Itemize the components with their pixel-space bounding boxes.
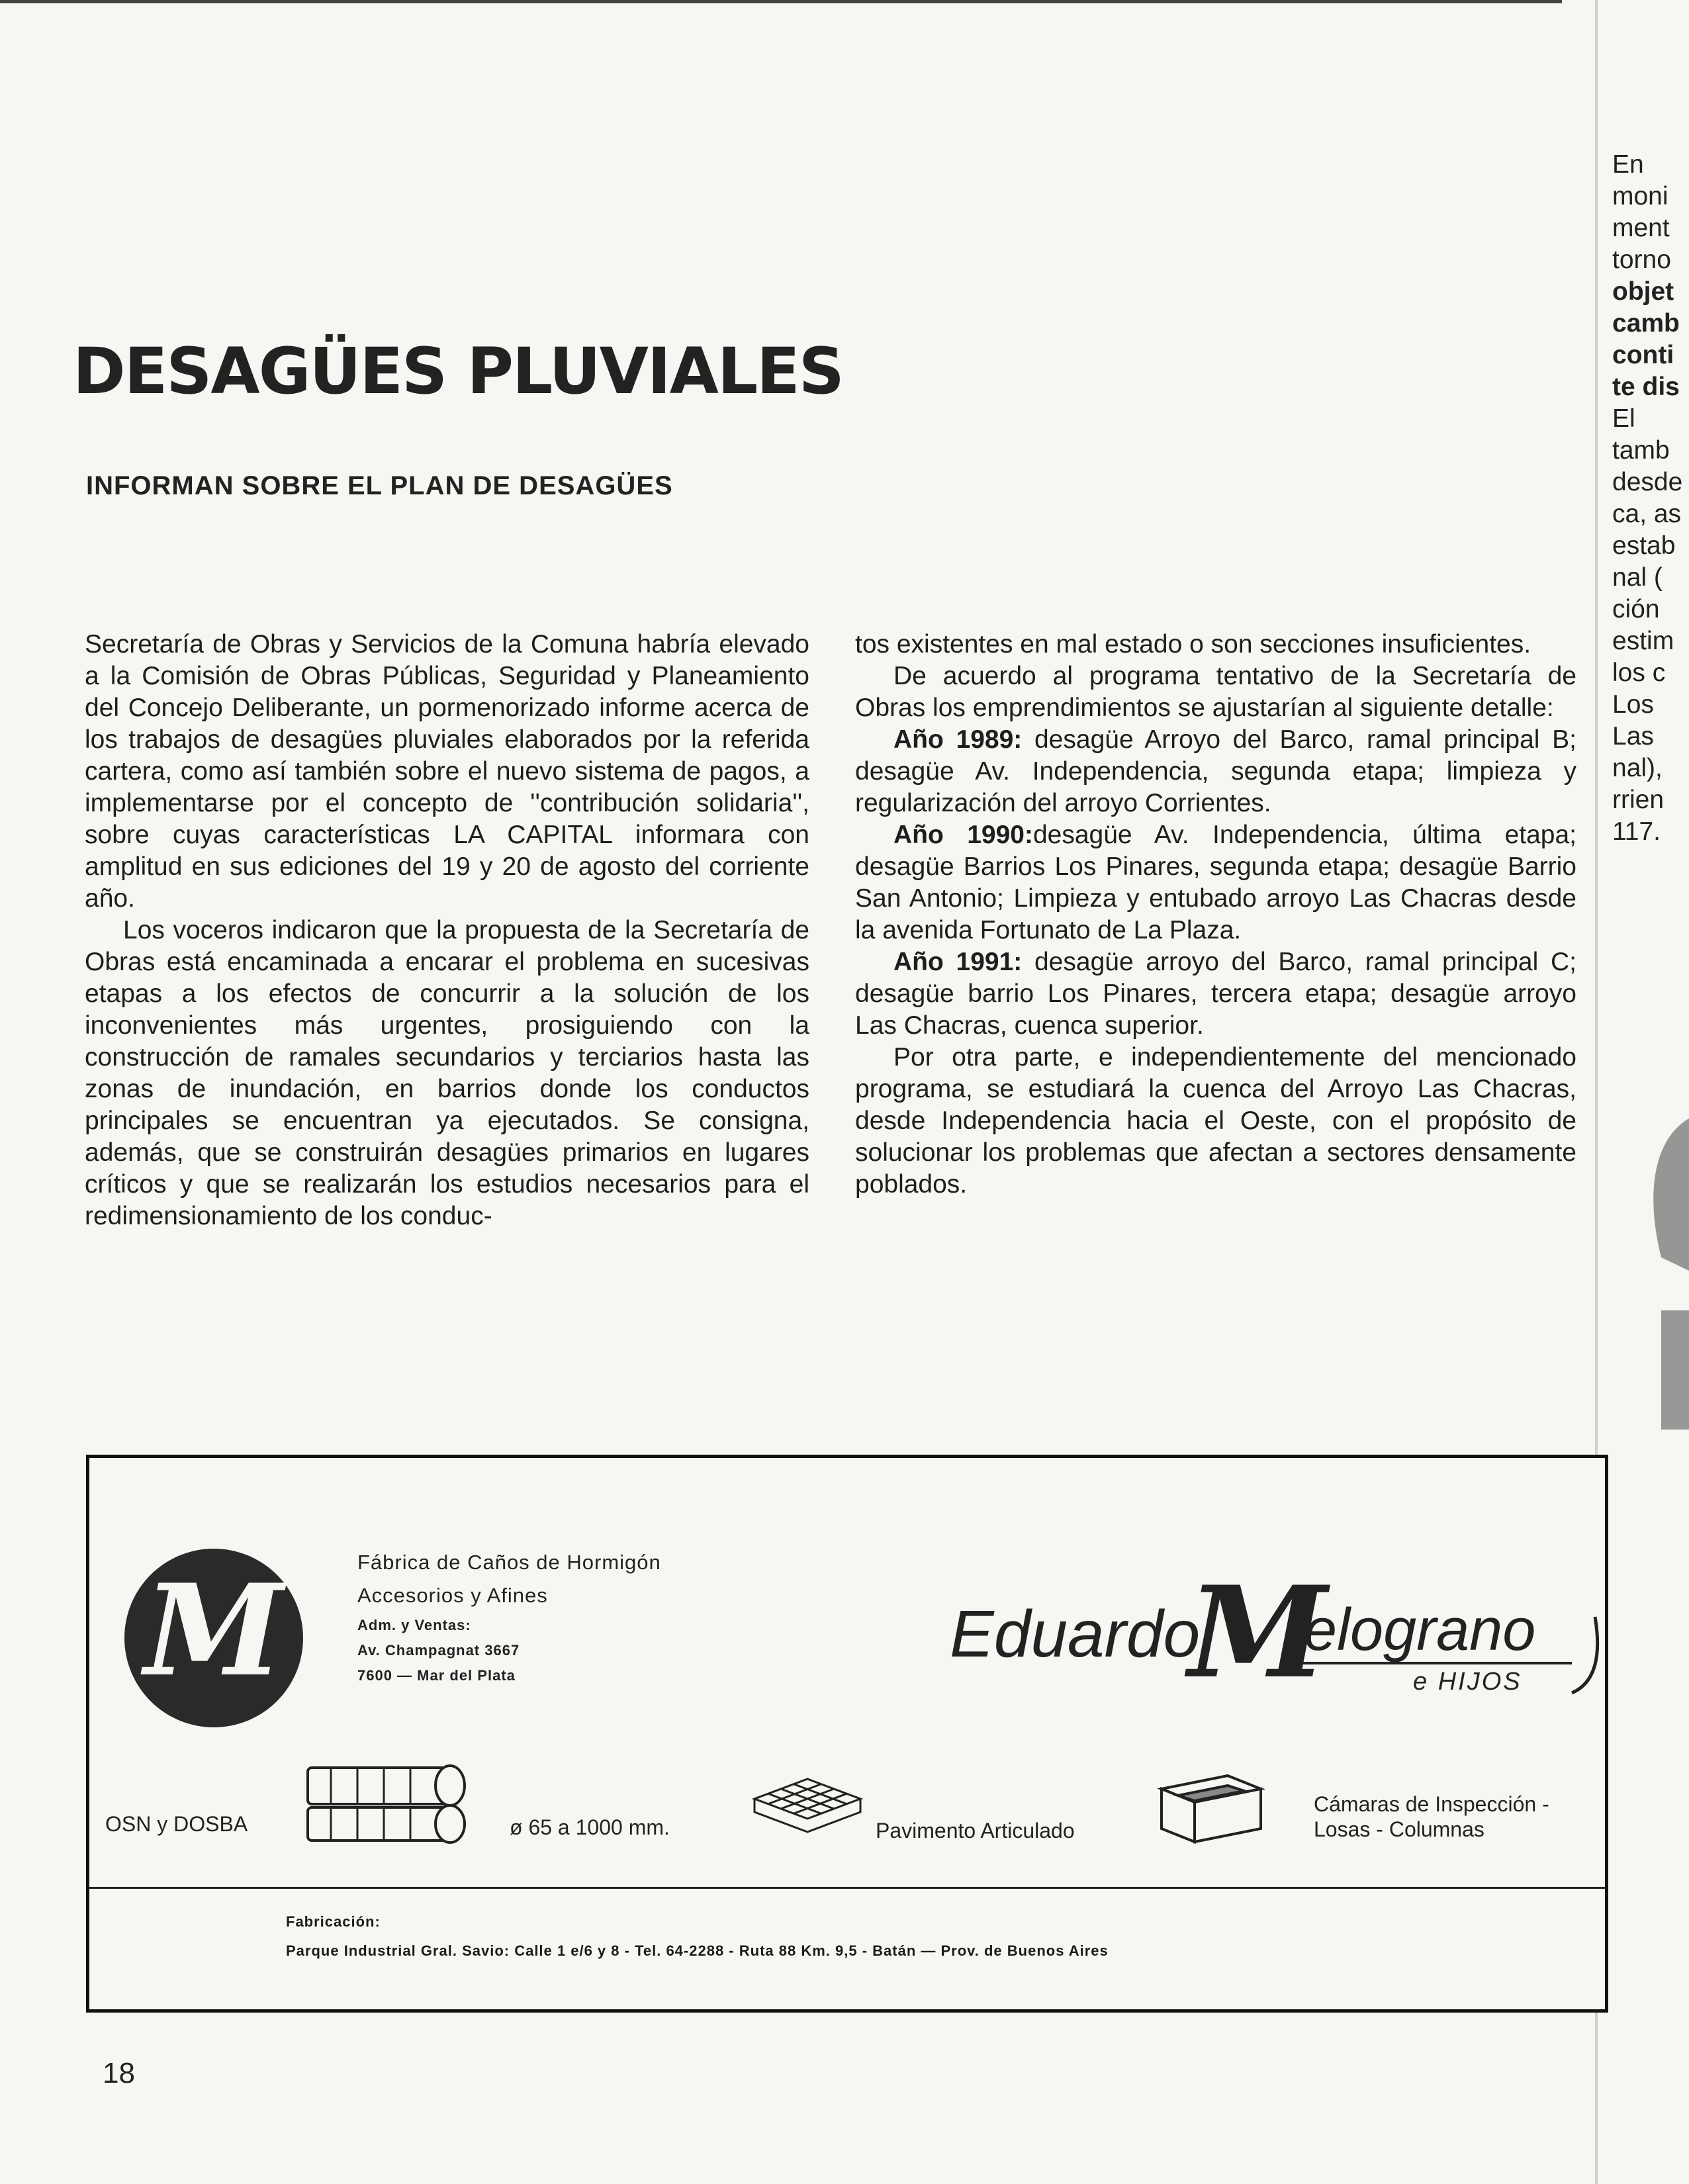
- company-line: Accesorios y Afines: [357, 1584, 548, 1607]
- subheadline: INFORMAN SOBRE EL PLAN DE DESAGÜES: [86, 471, 673, 500]
- photo-fragment: [1641, 1112, 1689, 1482]
- margin-fragment: ción: [1612, 595, 1660, 623]
- margin-fragment: los c: [1612, 659, 1666, 687]
- article-column-right: [855, 629, 1576, 1201]
- margin-fragment: moni: [1612, 182, 1668, 210]
- sales-line: 7600 — Mar del Plata: [357, 1667, 516, 1684]
- plan-item-1991: [855, 946, 1576, 1042]
- pavimento-label: Pavimento Articulado: [876, 1819, 1075, 1843]
- margin-fragment: objet: [1612, 277, 1674, 306]
- company-line: Fábrica de Caños de Hormigón: [357, 1551, 661, 1574]
- brand-initial: M: [1188, 1577, 1328, 1703]
- next-page-margin-text: [1612, 149, 1689, 848]
- paragraph: De acuerdo al programa tentativo de la Secretaría de Obras los emprendimientos se ajustarían al siguiente detalle:: [855, 662, 1576, 722]
- ad-divider: [89, 1887, 1605, 1889]
- brand-suffix: e HIJOS: [1413, 1668, 1522, 1696]
- margin-fragment: En: [1612, 150, 1644, 179]
- logo-letter: M: [144, 1557, 284, 1704]
- top-rule: [0, 0, 1562, 3]
- margin-fragment: estim: [1612, 627, 1674, 655]
- article-column-left: [85, 629, 809, 1232]
- plan-text: desagüe arroyo del Barco, ramal principal C; desagüe barrio Los Pinares, tercera etapa; desagüe arroyo Las Chacras, cuenca superior.: [855, 948, 1576, 1040]
- brand-second: elograno: [1304, 1597, 1536, 1663]
- camaras-label: Cámaras de Inspección -: [1314, 1792, 1549, 1816]
- margin-fragment: 117.: [1612, 817, 1661, 846]
- fabricacion-address: Parque Industrial Gral. Savio: Calle 1 e/6 y 8 - Tel. 64-2288 - Ruta 88 Km. 9,5 - Batán — Prov. de Buenos Aires: [286, 1942, 1109, 1959]
- losas-label: Losas - Columnas: [1314, 1817, 1484, 1841]
- advertisement: [86, 1455, 1608, 2013]
- page-number: 18: [103, 2057, 135, 2089]
- pavement-illustration: [748, 1772, 867, 1845]
- paragraph: tos existentes en mal estado o son secciones insuficientes.: [855, 630, 1531, 659]
- inspection-box-illustration: [1155, 1769, 1267, 1848]
- osn-label: OSN y DOSBA: [105, 1812, 248, 1836]
- pipes-illustration: [301, 1749, 473, 1848]
- sales-line: Av. Champagnat 3667: [357, 1642, 520, 1659]
- plan-item-1990: [855, 819, 1576, 946]
- sales-line: Adm. y Ventas:: [357, 1617, 471, 1633]
- brand-first: Eduardo: [950, 1597, 1201, 1671]
- margin-fragment: El: [1612, 404, 1635, 433]
- company-logo: [124, 1549, 303, 1727]
- margin-fragment: desde: [1612, 468, 1683, 496]
- brand-wordmark: [950, 1577, 1605, 1703]
- plan-text: desagüe Arroyo del Barco, ramal principal B; desagüe Av. Independencia, segunda etapa; limpieza y regularización del arroyo Corrientes.: [855, 725, 1576, 817]
- diameter-label: ø 65 a 1000 mm.: [510, 1815, 670, 1839]
- company-info: [357, 1551, 661, 1692]
- margin-fragment: Los: [1612, 690, 1654, 719]
- plan-year: Año 1989:: [893, 725, 1023, 754]
- plan-year: Año 1990:: [893, 821, 1033, 849]
- plan-text: desagüe Av. Independencia, última etapa; desagüe Barrios Los Pinares, segunda etapa; desagüe Barrio San Antonio; Limpieza y entubado arroyo Las Chacras desde la avenida Fortunato de La Plaza.: [855, 821, 1576, 944]
- paragraph: Secretaría de Obras y Servicios de la Comuna habría elevado a la Comisión de Obras Públicas, Seguridad y Planeamiento del Concejo Deliberante, un pormenorizado informe acerca de los trabajos de desagües pluviales elaborados por la referida cartera, como así también sobre el nuevo sistema de pagos, a implementarse por el concepto de ''contribución solidaria'', sobre cuyas características LA CAPITAL informara con amplitud en sus ediciones del 19 y 20 de agosto del corriente año.: [85, 630, 809, 913]
- margin-fragment: nal (: [1612, 563, 1663, 592]
- margin-fragment: rrien: [1612, 786, 1665, 814]
- paragraph: Por otra parte, e independientemente del mencionado programa, se estudiará la cuenca del Arroyo Las Chacras, desde Independencia hacia el Oeste, con el propósito de solucionar los problemas que afectan a sectores densamente poblados.: [855, 1043, 1576, 1199]
- margin-fragment: camb: [1612, 309, 1680, 338]
- margin-fragment: ca, as: [1612, 500, 1682, 528]
- margin-fragment: ment: [1612, 214, 1670, 242]
- paragraph: Los voceros indicaron que la propuesta de la Secretaría de Obras está encaminada a encarar el problema en sucesivas etapas a los efectos de concurrir a la solución de los inconvenientes más urgentes, prosiguiendo con la construcción de ramales secundarios y terciarios hasta las zonas de inundación, en barrios donde los conductos principales se encuentran ya ejecutados. Se consigna, además, que se construirán desagües primarios en lugares críticos y que se realizarán los estudios necesarios para el redimensionamiento de los conduc-: [85, 916, 809, 1230]
- plan-item-1989: [855, 724, 1576, 819]
- headline: DESAGÜES PLUVIALES: [73, 334, 843, 408]
- margin-fragment: conti: [1612, 341, 1674, 369]
- plan-year: Año 1991:: [893, 948, 1023, 976]
- margin-fragment: Las: [1612, 722, 1654, 751]
- margin-fragment: nal),: [1612, 754, 1663, 782]
- margin-fragment: tamb: [1612, 436, 1670, 465]
- margin-fragment: estab: [1612, 531, 1676, 560]
- fabricacion-label: Fabricación:: [286, 1913, 381, 1930]
- margin-fragment: te dis: [1612, 373, 1680, 401]
- margin-fragment: torno: [1612, 246, 1671, 274]
